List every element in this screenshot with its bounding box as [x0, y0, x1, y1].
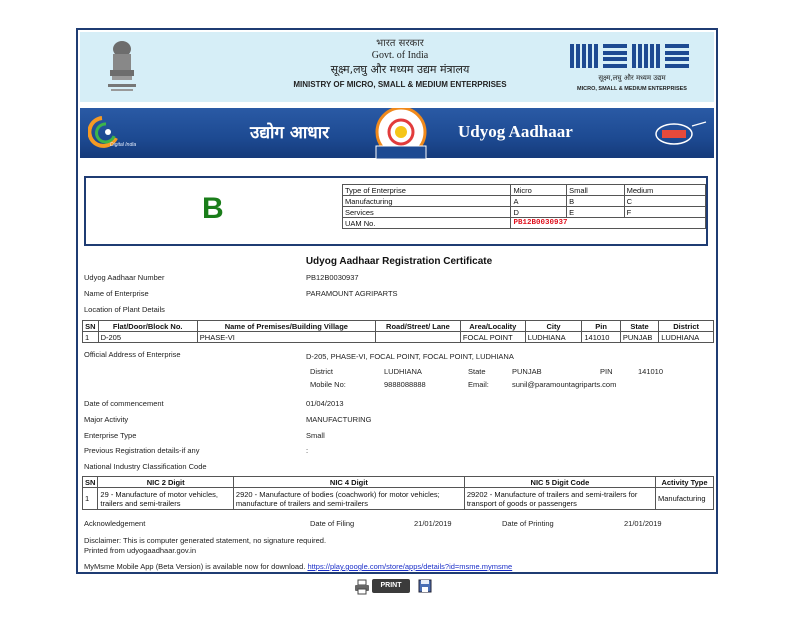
date-of-printing-label: Date of Printing [502, 519, 554, 528]
table-cell: B [567, 196, 625, 207]
digital-india-logo-icon [88, 114, 148, 154]
pin-label: PIN [600, 367, 613, 376]
app-availability-text [84, 562, 512, 571]
table-cell: A [511, 196, 567, 207]
table-cell: Micro [511, 185, 567, 196]
field-label: Official Address of Enterprise [84, 350, 181, 359]
ministry-name: MINISTRY OF MICRO, SMALL & MEDIUM ENTERPRISES [293, 80, 507, 89]
table-cell: 141010 [582, 332, 620, 343]
table-cell: Medium [624, 185, 705, 196]
save-icon[interactable] [418, 579, 432, 593]
mobile-label: Mobile No: [310, 380, 346, 389]
field-label: National Industry Classification Code [84, 462, 207, 471]
plant-location-table [82, 320, 714, 343]
printed-from: Printed from udyogaadhaar.gov.in [84, 546, 197, 555]
acknowledgement-label: Acknowledgement [84, 519, 146, 528]
enterprise-type-box [84, 176, 708, 246]
column-header: City [525, 321, 582, 332]
field-label: Date of commencement [84, 399, 164, 408]
district-label: District [310, 367, 333, 376]
column-header: Area/Locality [460, 321, 525, 332]
column-header: Name of Premises/Building Village [197, 321, 375, 332]
state-label: State [468, 367, 486, 376]
govt-india: Govt. of India [371, 50, 429, 61]
column-header: District [659, 321, 714, 332]
uam-label: UAM No. [343, 218, 511, 229]
table-cell: E [567, 207, 625, 218]
uam-number: PB12B0030937 [511, 218, 706, 229]
column-header: NIC 5 Digit Code [464, 477, 655, 488]
table-cell: 29 - Manufacture of motor vehicles, trailers and semi-trailers [98, 488, 233, 510]
certificate [76, 28, 718, 574]
banner-title: Udyog Aadhaar [458, 122, 573, 141]
date-of-filing: 21/01/2019 [414, 519, 452, 528]
column-header: Pin [582, 321, 620, 332]
table-cell: 2920 - Manufacture of bodies (coachwork) for motor vehicles; manufacture of trailers and semi-trailers [233, 488, 464, 510]
header [80, 32, 714, 102]
table-cell: F [624, 207, 705, 218]
district-value: LUDHIANA [384, 367, 422, 376]
column-header: State [620, 321, 658, 332]
table-cell: Small [567, 185, 625, 196]
table-row [83, 332, 714, 343]
table-cell: LUDHIANA [525, 332, 582, 343]
field-label: Udyog Aadhaar Number [84, 273, 165, 282]
ministry-heading [230, 38, 570, 91]
table-row [343, 185, 706, 196]
pin-value: 141010 [638, 367, 664, 376]
app-download-link[interactable]: https://play.google.com/store/apps/details?id=msme.mymsme [307, 562, 513, 571]
previous-registration: : [306, 446, 309, 455]
hindi-ministry: सूक्ष्म,लघु और मध्यम उद्यम मंत्रालय [330, 63, 470, 76]
column-header: NIC 2 Digit [98, 477, 233, 488]
certificate-title: Udyog Aadhaar Registration Certificate [305, 256, 493, 267]
column-header: Activity Type [656, 477, 714, 488]
date-of-filing-label: Date of Filing [310, 519, 355, 528]
udyog-aadhaar-banner [80, 108, 714, 158]
table-cell: Manufacturing [343, 196, 511, 207]
empowering-logo-icon [652, 118, 708, 148]
field-label: Location of Plant Details [84, 305, 165, 314]
app-text: MyMsme Mobile App (Beta Version) is available now for download. [84, 562, 306, 571]
enterprise-name: PARAMOUNT AGRIPARTS [306, 289, 398, 298]
table-cell: PUNJAB [620, 332, 658, 343]
major-activity: MANUFACTURING [306, 415, 372, 424]
banner-hindi-title: उद्योग आधार [250, 123, 330, 143]
table-cell: D [511, 207, 567, 218]
digital-india-text: Digital India [110, 142, 137, 148]
print-button[interactable]: PRINT [372, 579, 410, 593]
ashoka-emblem-icon [102, 40, 142, 96]
table-row [343, 218, 706, 229]
table-row [343, 196, 706, 207]
date-of-printing: 21/01/2019 [624, 519, 662, 528]
field-label: Previous Registration details-if any [84, 446, 200, 455]
mobile-value: 9888088888 [384, 380, 426, 389]
table-cell: FOCAL POINT [460, 332, 525, 343]
table-row [83, 488, 714, 510]
column-header: Flat/Door/Block No. [98, 321, 197, 332]
column-header: NIC 4 Digit [233, 477, 464, 488]
table-cell: PHASE-VI [197, 332, 375, 343]
table-cell: C [624, 196, 705, 207]
state-value: PUNJAB [512, 367, 542, 376]
table-row [343, 207, 706, 218]
column-header: SN [83, 477, 98, 488]
msme-subtitle-hindi: सूक्ष्म,लघु और मध्यम उद्यम [598, 74, 666, 82]
commencement-date: 01/04/2013 [306, 399, 344, 408]
hindi-govt: भारत सरकार [376, 38, 424, 49]
field-label: Enterprise Type [84, 431, 137, 440]
udyog-aadhaar-number: PB12B0030937 [306, 273, 359, 282]
field-label: Name of Enterprise [84, 289, 149, 298]
email-value: sunil@paramountagriparts.com [512, 380, 617, 389]
table-cell [375, 332, 460, 343]
disclaimer: Disclaimer: This is computer generated statement, no signature required. [84, 536, 327, 545]
field-label: Major Activity [84, 415, 129, 424]
column-header: SN [83, 321, 99, 332]
nic-code-table [82, 476, 714, 510]
printer-icon[interactable] [354, 579, 370, 595]
table-cell: 1 [83, 488, 98, 510]
table-header-row [83, 321, 714, 332]
table-cell: Manufacturing [656, 488, 714, 510]
udyog-aadhaar-emblem-icon [366, 108, 436, 160]
official-address: D-205, PHASE-VI, FOCAL POINT, FOCAL POINT, LUDHIANA [306, 352, 514, 361]
table-cell: D-205 [98, 332, 197, 343]
enterprise-category-letter: B [202, 192, 224, 225]
msme-logo [570, 44, 690, 68]
msme-subtitle: MICRO, SMALL & MEDIUM ENTERPRISES [577, 86, 687, 92]
table-cell: Services [343, 207, 511, 218]
column-header: Road/Street/ Lane [375, 321, 460, 332]
enterprise-type: Small [306, 431, 325, 440]
table-cell: Type of Enterprise [343, 185, 511, 196]
table-cell: 1 [83, 332, 99, 343]
table-cell: LUDHIANA [659, 332, 714, 343]
enterprise-type-table [342, 184, 706, 229]
email-label: Email: [468, 380, 489, 389]
table-header-row [83, 477, 714, 488]
table-cell: 29202 - Manufacture of trailers and semi-trailers for transport of goods or passengers [464, 488, 655, 510]
